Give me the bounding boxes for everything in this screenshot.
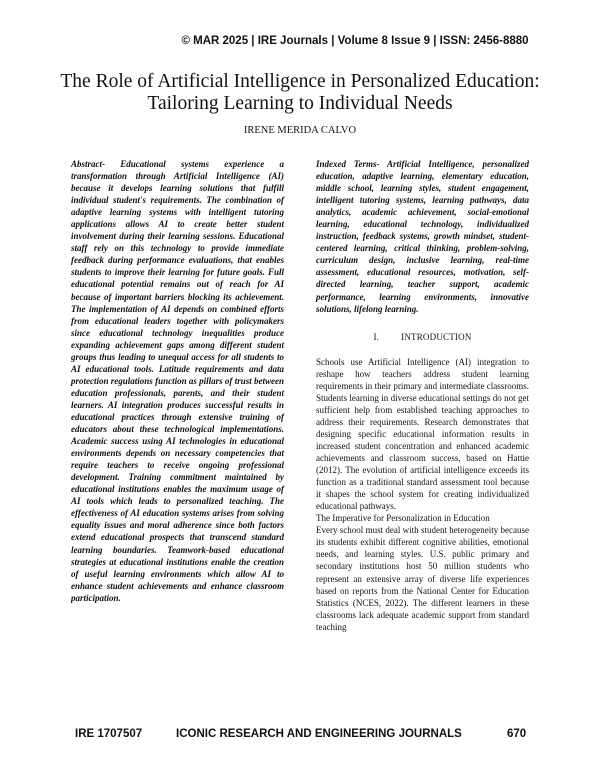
journal-header: © MAR 2025 | IRE Journals | Volume 8 Issue 9 | ISSN: 2456-8880 <box>181 35 529 47</box>
abstract: Abstract- Educational systems experience a transformation through Artificial Intelligence (AI) because it develops learning solutions that fulfill individual student's requirements. The combination of adaptive learning systems with intelligent tutoring applications allows AI to create better student involvement during their learning sessions. Educational staff rely on this technology to provide immediate feedback during performance evaluations, that enables students to improve their learning for future goals. Full educational potential remains out of reach for AI because of important barriers blocking its achievement. The implementation of AI depends on combined efforts from educational leaders together with policymakers since educational technology inequalities produce expanding achievement gaps among different student groups thus leading to unequal access for all students to AI educational tools. Latitude requirements and data protection regulations function as pillars of trust between education professionals, parents, and their student learners. AI integration produces successful results in educational practices through extensive training of educators about these technological implementations. Academic success using AI technologies in educational environments depends on necessary competencies that require teachers to receive ongoing professional development. Training commitment maintained by educational institutions enables the maximum usage of AI tools which leads to personalized teaching. The effectiveness of AI education systems arises from solving equality issues and moral adherence since both factors extend educational prospects that transcend standard learning boundaries. Teamwork-based educational strategies at educational institutions enable the creation of useful learning environments which allow AI to enhance student achievements and enhance classroom participation. <box>71 159 284 603</box>
subsection-title: The Imperative for Personalization in Education <box>316 513 490 524</box>
intro-paragraph: Schools use Artificial Intelligence (AI) integration to reshape how teachers address student learning requirements in their primary and intermediate classrooms. Students learning in diverse educational settings do not get sufficient help from established teaching approaches to address their requirements. Research demonstrates that designing specific educational information results in increased student concentration and enhanced academic achievements and classroom success, based on Hattie (2012). The evolution of artificial intelligence exceeds its function as a traditional standard assessment tool because it shapes the school system for creating individualized educational pathways. <box>316 356 529 512</box>
subsection-paragraph: Every school must deal with student heterogeneity because its students exhibit different cognitive abilities, emotional needs, and learning styles. U.S. public primary and secondary institutions host 50 million students who represent an extensive array of diverse life experiences based on reports from the National Center for Education Statistics (NCES, 2022). The different learners in these classrooms lack adequate academic support from standard teaching <box>316 525 529 632</box>
left-column <box>71 158 284 604</box>
right-column <box>316 158 529 633</box>
footer-id: IRE 1707507 <box>75 728 143 740</box>
author-name: IRENE MERIDA CALVO <box>243 125 357 136</box>
section-number: I. <box>373 331 380 342</box>
section-title: INTRODUCTION <box>401 331 472 342</box>
page-number: 670 <box>507 728 527 740</box>
section-heading <box>316 331 529 343</box>
paper-title: The Role of Artificial Intelligence in Personalized Education: Tailoring Learning to Individual Needs <box>60 71 540 114</box>
footer-journal-name: ICONIC RESEARCH AND ENGINEERING JOURNALS <box>176 728 462 740</box>
index-terms: Indexed Terms- Artificial Intelligence, personalized education, adaptive learning, elementary education, middle school, learning styles, student engagement, intelligent tutoring systems, learning pathways, data analytics, academic achievement, social-emotional learning, educational technology, individualized instruction, feedback systems, growth mindset, student-centered learning, critical thinking, problem-solving, curriculum design, inclusive learning, real-time assessment, educational resources, motivation, self-directed learning, teacher support, academic performance, learning environments, innovative solutions, lifelong learning. <box>316 159 529 314</box>
